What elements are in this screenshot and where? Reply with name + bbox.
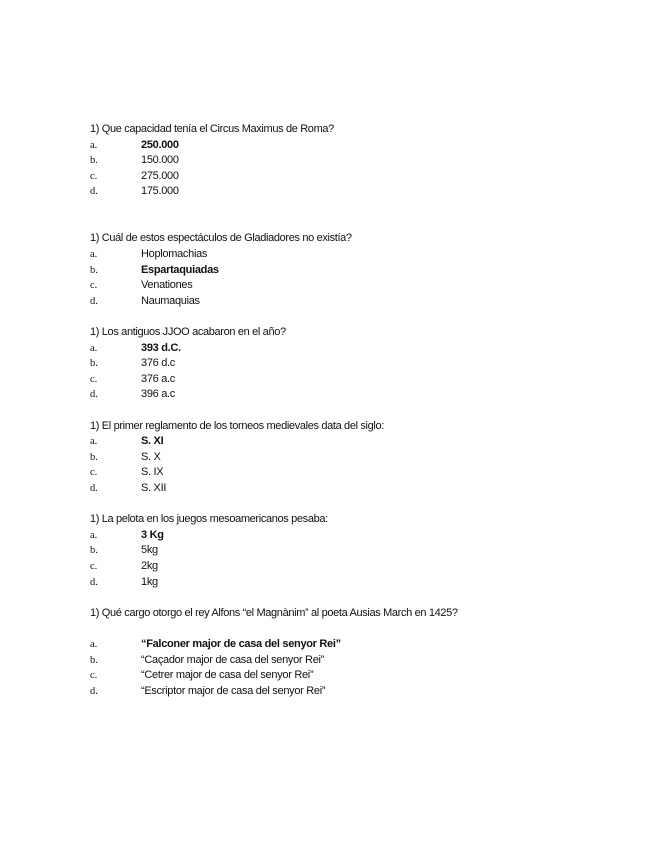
- option-text-correct-answer: 250.000: [141, 138, 179, 151]
- option-text-correct-answer: Espartaquiadas: [141, 263, 219, 276]
- option-text: S. IX: [141, 466, 164, 479]
- option-letter: d.: [90, 576, 98, 588]
- question-3-option-c: [90, 372, 610, 388]
- question-5-option-a: [90, 528, 610, 544]
- question-1-option-a: [90, 138, 610, 154]
- question-block-4: [90, 419, 610, 497]
- option-letter: c.: [90, 373, 98, 385]
- option-letter: b.: [90, 358, 98, 370]
- question-2-option-b: [90, 263, 610, 279]
- question-4-option-c: [90, 465, 610, 481]
- option-text: Venationes: [141, 279, 193, 292]
- option-letter: b.: [90, 654, 98, 666]
- option-text-correct-answer: 3 Kg: [141, 528, 164, 541]
- option-letter: a.: [90, 436, 98, 448]
- option-letter: b.: [90, 545, 98, 557]
- question-2-option-c: [90, 278, 610, 294]
- option-text: 5kg: [141, 544, 158, 557]
- question-3-option-a: [90, 341, 610, 357]
- option-text: 396 a.c: [141, 388, 175, 401]
- spacer: [90, 200, 610, 232]
- question-1-option-d: [90, 184, 610, 200]
- question-6-prompt: 1) Qué cargo otorgo el rey Alfons “el Magnànim” al poeta Ausias March en 1425?: [90, 606, 458, 619]
- option-letter: a.: [90, 139, 98, 151]
- question-2-option-a: [90, 247, 610, 263]
- quiz-document: [90, 122, 610, 699]
- option-text: S. X: [141, 450, 161, 463]
- question-1-option-b: [90, 153, 610, 169]
- option-text: Naumaquias: [141, 294, 200, 307]
- spacer: [90, 309, 610, 325]
- option-letter: a.: [90, 342, 98, 354]
- question-4-option-d: [90, 481, 610, 497]
- option-letter: c.: [90, 280, 98, 292]
- option-letter: d.: [90, 482, 98, 494]
- option-text: “Cetrer major de casa del senyor Rei”: [141, 669, 314, 682]
- question-block-3: [90, 325, 610, 403]
- option-letter: a.: [90, 529, 98, 541]
- question-6-option-a: [90, 637, 610, 653]
- question-5-option-d: [90, 575, 610, 591]
- option-text-correct-answer: S. XI: [141, 435, 164, 448]
- option-letter: c.: [90, 670, 98, 682]
- spacer: [90, 590, 610, 606]
- question-block-5: [90, 512, 610, 590]
- question-3-option-d: [90, 387, 610, 403]
- question-6-option-c: [90, 668, 610, 684]
- option-letter: b.: [90, 451, 98, 463]
- question-5-option-b: [90, 543, 610, 559]
- question-1-option-c: [90, 169, 610, 185]
- question-2-option-d: [90, 294, 610, 310]
- question-1-prompt: 1) Que capacidad tenía el Circus Maximus de Roma?: [90, 123, 334, 135]
- question-4-prompt: 1) El primer reglamento de los torneos medievales data del siglo:: [90, 419, 384, 432]
- option-text: 376 a.c: [141, 372, 175, 385]
- question-3-prompt: 1) Los antiguos JJOO acabaron en el año?: [90, 326, 286, 339]
- option-letter: a.: [90, 249, 98, 261]
- option-text: 175.000: [141, 185, 179, 198]
- spacer: [90, 621, 610, 637]
- option-letter: d.: [90, 685, 98, 697]
- option-text: Hoplomachias: [141, 248, 208, 261]
- question-block-1: [90, 122, 610, 200]
- question-5-prompt: 1) La pelota en los juegos mesoamericanos pesaba:: [90, 513, 328, 526]
- option-text: S. XII: [141, 481, 167, 494]
- question-2-prompt: 1) Cuál de estos espectáculos de Gladiadores no existía?: [90, 232, 352, 245]
- option-letter: c.: [90, 560, 98, 572]
- option-text: “Escriptor major de casa del senyor Rei”: [141, 684, 326, 697]
- option-text: 1kg: [141, 575, 158, 588]
- question-6-option-d: [90, 684, 610, 700]
- question-3-option-b: [90, 356, 610, 372]
- option-letter: b.: [90, 155, 98, 167]
- option-text: 376 d.c: [141, 357, 175, 370]
- spacer: [90, 403, 610, 419]
- question-5-option-c: [90, 559, 610, 575]
- option-letter: b.: [90, 264, 98, 276]
- question-block-6: [90, 606, 610, 700]
- option-letter: d.: [90, 295, 98, 307]
- question-4-option-b: [90, 450, 610, 466]
- question-block-2: [90, 231, 610, 309]
- question-6-option-b: [90, 653, 610, 669]
- question-4-option-a: [90, 434, 610, 450]
- option-text-correct-answer: 393 d.C.: [141, 341, 181, 354]
- option-letter: d.: [90, 389, 98, 401]
- option-letter: d.: [90, 186, 98, 198]
- option-text: 2kg: [141, 559, 158, 572]
- option-letter: c.: [90, 170, 98, 182]
- option-text: 275.000: [141, 169, 179, 182]
- option-letter: a.: [90, 638, 98, 650]
- option-letter: c.: [90, 467, 98, 479]
- option-text: 150.000: [141, 154, 179, 167]
- option-text: “Caçador major de casa del senyor Rei”: [141, 653, 325, 666]
- option-text-correct-answer: “Falconer major de casa del senyor Rei”: [141, 637, 341, 650]
- spacer: [90, 497, 610, 513]
